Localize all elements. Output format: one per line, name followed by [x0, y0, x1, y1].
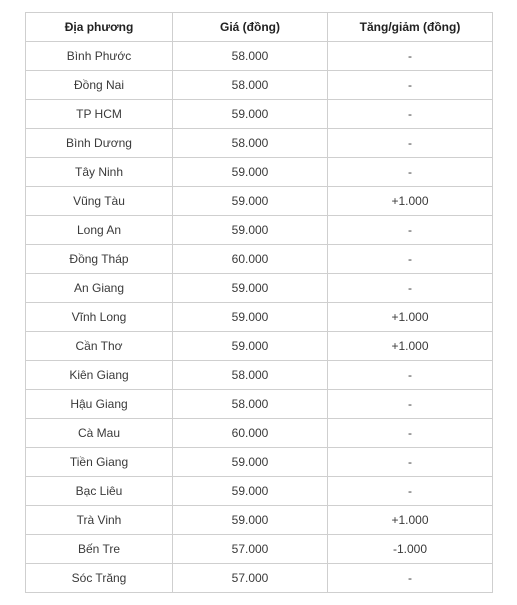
table-row [26, 535, 493, 564]
table-row [26, 158, 493, 187]
cell-price: 59.000 [173, 506, 328, 535]
cell-price: 58.000 [173, 42, 328, 71]
header-change: Tăng/giảm (đồng) [328, 13, 493, 42]
table-row [26, 477, 493, 506]
price-table [25, 12, 493, 593]
cell-change: - [328, 419, 493, 448]
cell-change: +1.000 [328, 187, 493, 216]
cell-price: 57.000 [173, 564, 328, 593]
table-row [26, 216, 493, 245]
cell-region: Cà Mau [26, 419, 173, 448]
cell-change: - [328, 361, 493, 390]
cell-change: +1.000 [328, 332, 493, 361]
cell-region: Long An [26, 216, 173, 245]
cell-change: -1.000 [328, 535, 493, 564]
cell-region: Sóc Trăng [26, 564, 173, 593]
table-row [26, 506, 493, 535]
cell-change: +1.000 [328, 303, 493, 332]
cell-region: Tây Ninh [26, 158, 173, 187]
cell-price: 59.000 [173, 303, 328, 332]
table-row [26, 187, 493, 216]
cell-price: 58.000 [173, 129, 328, 158]
cell-region: Hậu Giang [26, 390, 173, 419]
cell-price: 59.000 [173, 158, 328, 187]
cell-region: Bến Tre [26, 535, 173, 564]
cell-price: 59.000 [173, 448, 328, 477]
header-price: Giá (đồng) [173, 13, 328, 42]
cell-region: Vĩnh Long [26, 303, 173, 332]
cell-region: Bình Dương [26, 129, 173, 158]
cell-price: 58.000 [173, 361, 328, 390]
cell-price: 57.000 [173, 535, 328, 564]
cell-region: Vũng Tàu [26, 187, 173, 216]
table-body [26, 42, 493, 593]
table-row [26, 332, 493, 361]
price-table-container [25, 12, 493, 593]
cell-change: - [328, 390, 493, 419]
table-row [26, 71, 493, 100]
cell-region: Tiền Giang [26, 448, 173, 477]
cell-price: 59.000 [173, 332, 328, 361]
cell-region: An Giang [26, 274, 173, 303]
cell-region: Đồng Tháp [26, 245, 173, 274]
table-row [26, 100, 493, 129]
cell-change: - [328, 216, 493, 245]
cell-region: Trà Vinh [26, 506, 173, 535]
table-row [26, 419, 493, 448]
cell-change: - [328, 274, 493, 303]
cell-change: - [328, 158, 493, 187]
table-row [26, 42, 493, 71]
cell-region: Cần Thơ [26, 332, 173, 361]
table-row [26, 303, 493, 332]
cell-price: 59.000 [173, 187, 328, 216]
cell-change: - [328, 71, 493, 100]
cell-region: Bình Phước [26, 42, 173, 71]
cell-change: - [328, 100, 493, 129]
table-row [26, 245, 493, 274]
cell-region: Bạc Liêu [26, 477, 173, 506]
cell-price: 59.000 [173, 274, 328, 303]
cell-change: - [328, 129, 493, 158]
cell-price: 59.000 [173, 100, 328, 129]
cell-price: 59.000 [173, 477, 328, 506]
cell-change: - [328, 245, 493, 274]
table-row [26, 129, 493, 158]
table-header-row [26, 13, 493, 42]
cell-price: 60.000 [173, 245, 328, 274]
cell-change: - [328, 477, 493, 506]
cell-price: 58.000 [173, 71, 328, 100]
cell-region: Kiên Giang [26, 361, 173, 390]
cell-price: 58.000 [173, 390, 328, 419]
header-region: Địa phương [26, 13, 173, 42]
table-row [26, 390, 493, 419]
cell-change: - [328, 448, 493, 477]
table-row [26, 564, 493, 593]
cell-region: TP HCM [26, 100, 173, 129]
table-row [26, 361, 493, 390]
cell-price: 60.000 [173, 419, 328, 448]
cell-region: Đồng Nai [26, 71, 173, 100]
table-row [26, 448, 493, 477]
cell-price: 59.000 [173, 216, 328, 245]
table-row [26, 274, 493, 303]
cell-change: +1.000 [328, 506, 493, 535]
cell-change: - [328, 42, 493, 71]
cell-change: - [328, 564, 493, 593]
